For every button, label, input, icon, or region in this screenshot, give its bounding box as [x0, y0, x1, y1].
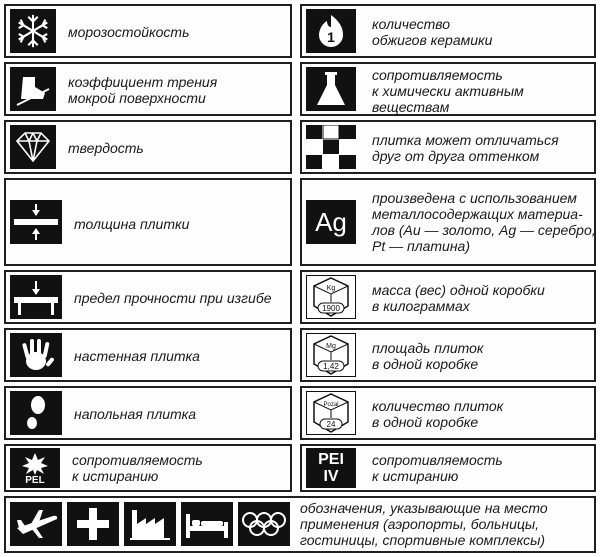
legend-row-pei — [300, 444, 596, 492]
row-text-line: Pt — платина) — [372, 238, 470, 254]
legend-row-friction — [4, 62, 292, 116]
box-weight-value: 1900 — [322, 304, 340, 313]
application-icons — [10, 502, 290, 546]
row-text-line: количество плиток — [372, 398, 504, 414]
box-count-icon — [306, 391, 356, 435]
row-text-line: площадь плиток — [372, 340, 484, 356]
diamond-icon — [10, 125, 56, 169]
olympic-rings-icon — [238, 502, 290, 546]
row-text-line: масса (вес) одной коробки — [372, 282, 545, 298]
legend-row-wall — [4, 328, 292, 382]
row-text-line: сопротивляемость — [372, 67, 503, 83]
box-area-icon — [306, 333, 356, 377]
legend-row-bending — [4, 270, 292, 324]
row-text-line: сопротивляемость — [372, 452, 503, 468]
airplane-icon — [10, 502, 62, 546]
box-weight-unit: Kg — [326, 285, 336, 292]
legend-row-hardness — [4, 120, 292, 174]
row-text-line: веществам — [372, 99, 450, 115]
pei-label: PEI — [318, 451, 344, 468]
legend-row-count — [300, 386, 596, 440]
metal-label: Ag — [315, 206, 347, 237]
row-text-line: сопротивляемость — [72, 452, 203, 468]
row-text-line: настенная плитка — [74, 348, 200, 364]
flask-icon — [306, 67, 356, 111]
row-text-line: напольная плитка — [74, 406, 197, 422]
firing-count-icon — [306, 9, 356, 53]
row-text-line: произведена с использованием — [372, 190, 577, 206]
factory-icon — [124, 502, 176, 546]
metal-icon — [306, 200, 356, 244]
row-text-line: обозначения, указывающие на место — [300, 500, 548, 516]
row-text-line: твердость — [68, 140, 144, 156]
row-text-line: толщина плитки — [74, 216, 190, 232]
pel-icon — [10, 448, 60, 488]
legend-row-chemical — [300, 62, 596, 116]
pei-class: IV — [323, 468, 339, 485]
row-text-line: лов (Au — золото, Ag — серебро, — [372, 222, 596, 238]
hand-icon — [10, 333, 62, 377]
row-text-line: друг от друга оттенком — [372, 148, 540, 164]
pel-label: PEL — [25, 474, 45, 486]
row-text-line: в одной коробке — [372, 356, 479, 372]
thickness-icon — [10, 200, 62, 244]
row-text-line: в одной коробке — [372, 414, 479, 430]
row-text-line: металлосодержащих материа- — [372, 206, 583, 222]
row-text-line: количество — [372, 16, 451, 32]
box-area-value: 1,42 — [323, 362, 339, 371]
row-text-line: в килограммах — [372, 298, 470, 314]
pei-icon — [306, 448, 356, 488]
firing-count-label: 1 — [327, 29, 335, 45]
bending-strength-icon — [10, 275, 62, 319]
legend-row-frost — [4, 4, 292, 58]
box-count-unit: Pozal — [323, 402, 339, 408]
row-text-line: морозостойкость — [68, 24, 190, 40]
row-text-line: обжигов керамики — [372, 32, 493, 48]
legend-row-firings — [300, 4, 596, 58]
legend-row-application — [4, 496, 596, 553]
legend-row-floor — [4, 386, 292, 440]
row-text-line: плитка может отличаться — [372, 132, 559, 148]
box-area-unit: Mg — [326, 343, 336, 350]
box-count-value: 24 — [326, 420, 336, 429]
legend-row-pel — [4, 444, 292, 492]
box-weight-icon — [306, 275, 356, 319]
row-text-line: мокрой поверхности — [68, 90, 206, 106]
legend-row-area — [300, 328, 596, 382]
footprint-icon — [10, 391, 62, 435]
row-text-line: к химически активным — [372, 83, 524, 99]
bed-icon — [181, 502, 233, 546]
row-text-line: коэффициент трения — [68, 74, 218, 90]
row-text-line: гостиницы, спортивные комплексы) — [300, 532, 546, 548]
legend-row-metal — [300, 178, 596, 266]
medical-cross-icon — [67, 502, 119, 546]
shade-grid-icon — [306, 125, 356, 169]
snowflake-icon — [10, 9, 56, 53]
row-text-line: к истиранию — [72, 468, 159, 484]
row-text-line: предел прочности при изгибе — [74, 290, 272, 306]
row-text-line: к истиранию — [372, 468, 459, 484]
legend-row-thickness — [4, 178, 292, 266]
shoe-slip-icon — [10, 67, 56, 111]
row-text-line: применения (аэропорты, больницы, — [300, 516, 540, 532]
legend-row-shade — [300, 120, 596, 174]
legend-row-weight — [300, 270, 596, 324]
